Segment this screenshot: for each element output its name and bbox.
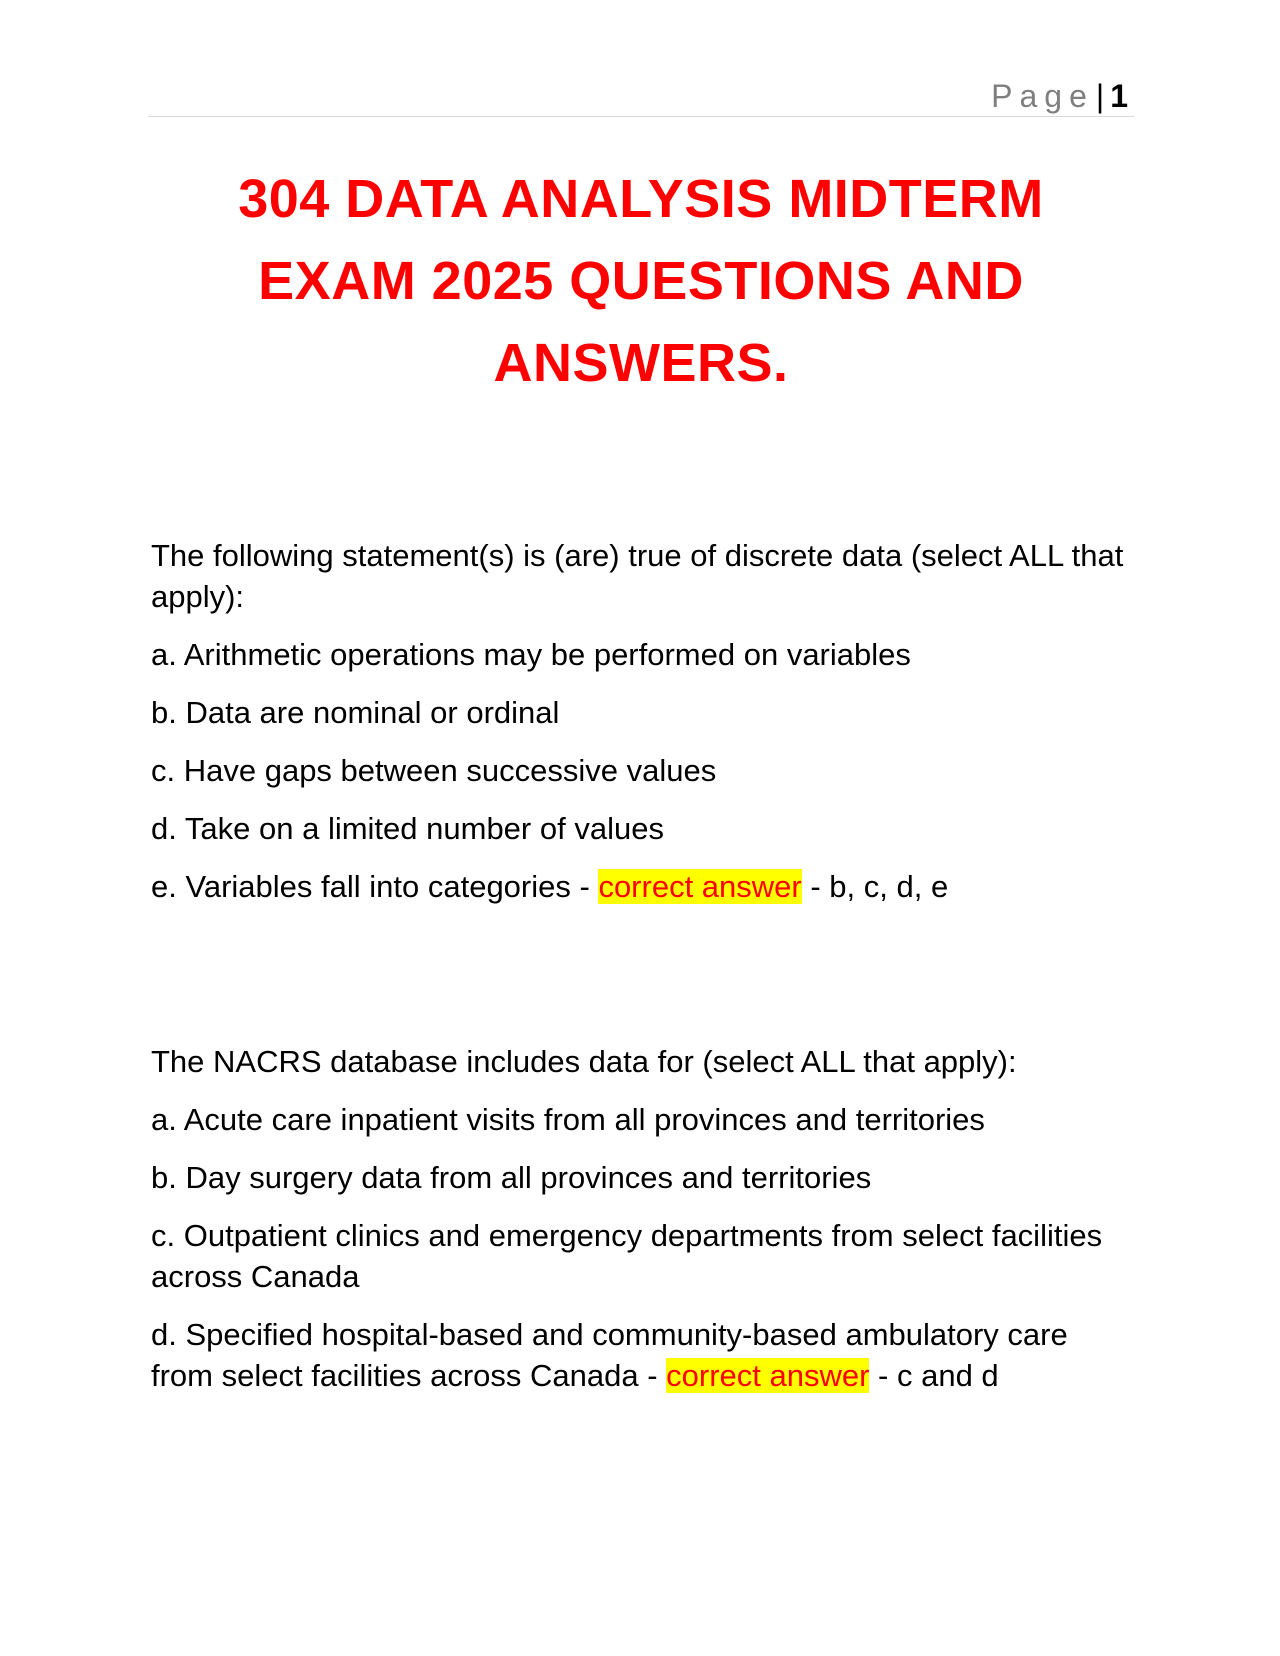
title-line-1: 304 DATA ANALYSIS MIDTERM	[238, 169, 1044, 229]
answer-value: - b, c, d, e	[801, 869, 949, 904]
option-c: c. Have gaps between successive values	[151, 753, 717, 788]
option-b: b. Data are nominal or ordinal	[151, 695, 560, 730]
question-1	[151, 535, 1131, 924]
document-title	[148, 158, 1134, 404]
question-stem: The following statement(s) is (are) true of discrete data (select ALL that apply):	[151, 538, 1124, 614]
correct-answer-highlight: correct answer	[598, 869, 802, 904]
page-number	[991, 76, 1128, 116]
option-e-with-answer	[151, 866, 1131, 907]
title-line-3: ANSWERS.	[493, 333, 789, 393]
option-e-text: e. Variables fall into categories -	[151, 869, 599, 904]
title-line-2: EXAM 2025 QUESTIONS AND	[258, 251, 1024, 311]
option-c: c. Outpatient clinics and emergency departments from select facilities across Canada	[151, 1218, 1103, 1294]
option-d: d. Take on a limited number of values	[151, 811, 664, 846]
page-header	[148, 70, 1134, 117]
page-number-value: 1	[1110, 78, 1128, 114]
answer-value: - c and d	[869, 1358, 999, 1393]
option-b: b. Day surgery data from all provinces and territories	[151, 1160, 872, 1195]
question-stem: The NACRS database includes data for (select ALL that apply):	[151, 1044, 1017, 1079]
option-a: a. Arithmetic operations may be performed on variables	[151, 637, 911, 672]
question-2	[151, 1041, 1131, 1413]
option-d-text: d. Specified hospital-based and community-based ambulatory care from select facilities across Canada -	[151, 1317, 1068, 1393]
option-a: a. Acute care inpatient visits from all provinces and territories	[151, 1102, 985, 1137]
page-separator: |	[1095, 78, 1105, 114]
page-label: Page	[991, 78, 1094, 114]
correct-answer-highlight: correct answer	[666, 1358, 870, 1393]
option-d-with-answer	[151, 1314, 1131, 1396]
